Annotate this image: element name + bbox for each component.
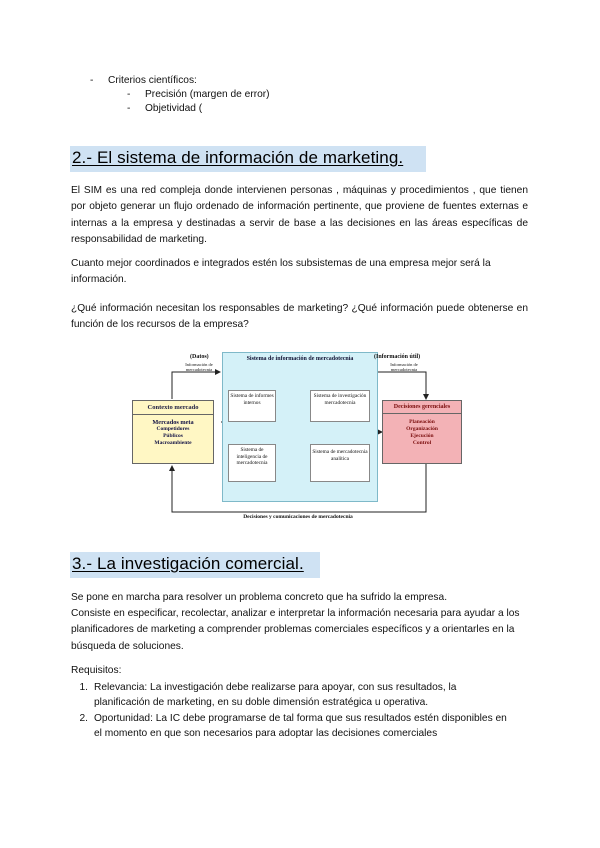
- datos-label: (Datos): [190, 354, 209, 360]
- criteria-item-2: Objetividad (: [145, 103, 203, 114]
- info-util-label: (Información útil): [374, 354, 421, 360]
- section3-paragraph-2: Consiste en especificar, recolectar, analizar e interpretar la información necesaria para ayudar a los planificadores de marketing a comprender problemas comerciales específicos y a orientarles en la búsqueda de soluciones.: [71, 608, 520, 652]
- management-decisions-box: [382, 400, 462, 464]
- criteria-bullet: -: [90, 75, 94, 86]
- market-context-item-3: Macroambiente: [154, 440, 192, 446]
- research-system-box: [310, 390, 370, 422]
- section2-paragraph-3: ¿Qué información necesitan los responsables de marketing? ¿Qué información puede obtenerse en función de los recursos de la empresa?: [71, 303, 528, 331]
- internal-reports-box: [228, 390, 276, 422]
- section3-paragraph-1: Se pone en marcha para resolver un problema concreto que ha sufrido la empresa.: [71, 592, 448, 603]
- market-context-title: Contexto mercado: [133, 401, 213, 415]
- intelligence-system-label: Sistema de inteligencia de mercadotecnia: [236, 447, 268, 466]
- internal-reports-label: Sistema de informes internos: [230, 393, 274, 406]
- research-system-label: Sistema de investigación mercadotecnia: [313, 393, 367, 406]
- criteria-dash-1: -: [127, 89, 131, 100]
- requirement-item: [71, 711, 511, 741]
- section2-paragraph-2: Cuanto mejor coordinados e integrados estén los subsistemas de una empresa mejor será la información.: [71, 258, 491, 286]
- requirement-text: Oportunidad: La IC debe programarse de tal forma que sus resultados estén disponibles en el momento en que son necesarios para adoptar las decisiones comerciales: [94, 713, 507, 739]
- management-item-2: Organización: [406, 426, 438, 432]
- market-context-item-1: Competidores: [156, 426, 190, 432]
- management-item-4: Control: [412, 440, 432, 446]
- marketing-info-system-diagram: [128, 352, 468, 526]
- market-context-box: [132, 400, 214, 464]
- bottom-label: Decisiones y comunicaciones de mercadotecnia: [243, 514, 353, 520]
- management-item-1: Planeación: [409, 419, 435, 425]
- sim-title: Sistema de información de mercadotecnia: [246, 356, 354, 362]
- intelligence-system-box: [228, 444, 276, 482]
- section2-heading: 2.- El sistema de información de marketing.: [72, 148, 404, 167]
- section2-paragraph-1: El SIM es una red compleja donde intervienen personas , máquinas y procedimientos , que tienen por objeto generar un flujo ordenado de información pertinente, que proviene de fuentes externas e internas a la empresa y destinadas a servir de base a las decisiones en las áreas específicas de responsabilidad de marketing.: [71, 185, 528, 245]
- requirement-number: 2.: [79, 713, 88, 724]
- criteria-dash-2: -: [127, 103, 131, 114]
- requirement-text: Relevancia: La investigación debe realizarse para apoyar, con sus resultados, la planificación de marketing, en su doble dimensión estratégica u operativa.: [94, 682, 457, 708]
- criteria-item-1: Precisión (margen de error): [145, 89, 270, 100]
- management-item-3: Ejecución: [410, 433, 434, 439]
- management-decisions-title: Decisiones gerenciales: [383, 401, 461, 414]
- requirements-label: Requisitos:: [71, 665, 122, 676]
- market-context-head: Mercados meta: [152, 419, 194, 426]
- criteria-heading: Criterios científicos:: [108, 75, 197, 86]
- analytic-system-box: [310, 444, 370, 482]
- market-context-item-2: Públicos: [163, 433, 183, 439]
- requirement-number: 1.: [79, 682, 88, 693]
- analytic-system-label: Sistema de mercadotecnia analítica: [312, 449, 368, 462]
- section3-heading: 3.- La investigación comercial.: [72, 554, 304, 573]
- requirements-list: [71, 680, 511, 742]
- requirement-item: [71, 680, 511, 710]
- datos-sublabel: Información de mercadotecnia: [185, 362, 213, 372]
- info-util-sublabel: Información de mercadotecnia: [390, 362, 418, 372]
